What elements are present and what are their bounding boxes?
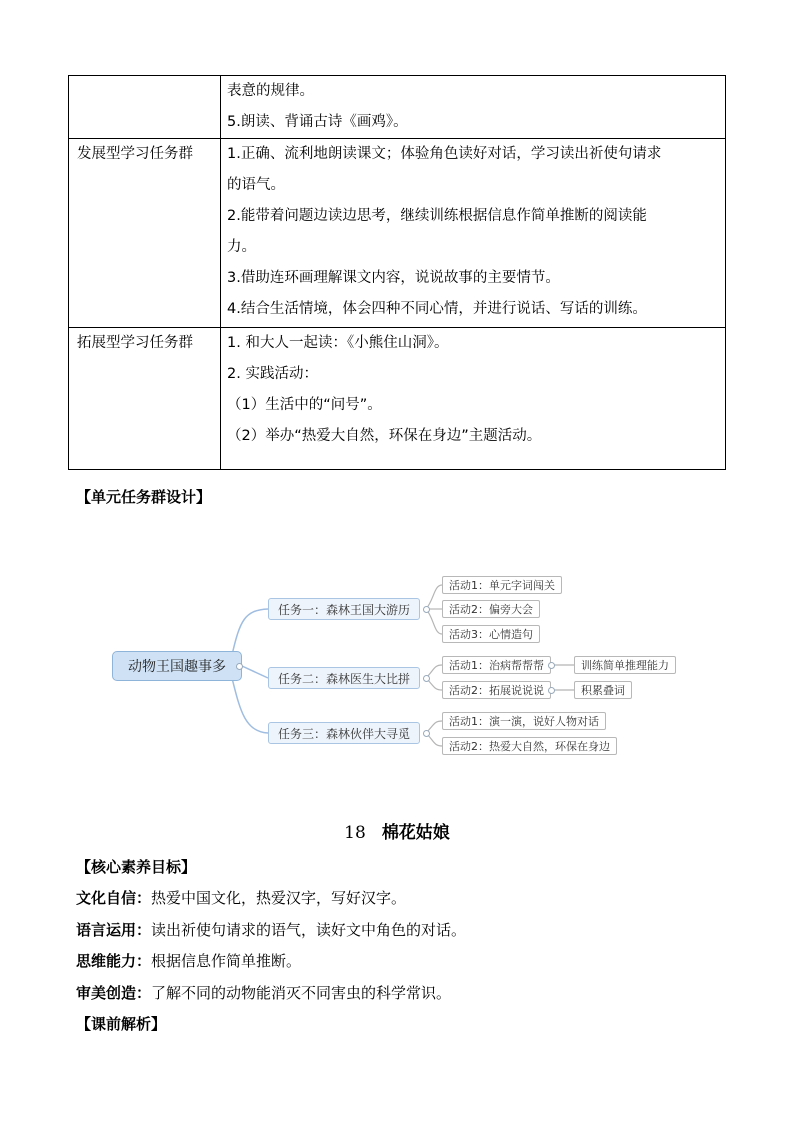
table-line: 3.借助连环画理解课文内容，说说故事的主要情节。 (227, 270, 560, 286)
collapse-dot-icon[interactable] (548, 662, 555, 669)
mind-map-activity: 活动2：拓展说说说 (442, 681, 551, 699)
goal-term: 文化自信： (76, 889, 152, 907)
mind-map-activity: 活动3：心情造句 (442, 625, 540, 643)
lesson-title (0, 818, 794, 843)
mind-map-task-2: 任务二：森林医生大比拼 (268, 667, 420, 689)
preclass-heading: 【课前解析】 (76, 1015, 167, 1033)
table-line: 表意的规律。 (227, 83, 314, 99)
table-line: 力。 (227, 239, 256, 255)
mind-map-activity: 活动1：治病帮帮帮 (442, 656, 551, 674)
mind-map-task-1: 任务一：森林王国大游历 (268, 598, 420, 620)
table-row (69, 76, 726, 139)
task-group-table (68, 75, 726, 470)
table-label-cell: 拓展型学习任务群 (69, 328, 221, 470)
mind-map-activity: 活动2：偏旁大会 (442, 600, 540, 618)
collapse-dot-icon[interactable] (423, 730, 430, 737)
collapse-dot-icon[interactable] (236, 663, 243, 670)
mind-map-activity: 活动1：演一演，说好人物对话 (442, 712, 606, 730)
lesson-name: 棉花姑娘 (381, 823, 450, 843)
table-line: 2. 实践活动： (227, 366, 318, 382)
goal-line (76, 919, 466, 940)
table-line: 的语气。 (227, 177, 285, 193)
core-goals-heading: 【核心素养目标】 (76, 858, 197, 876)
goal-line (76, 887, 406, 908)
mind-map-activity: 活动1：单元字词闯关 (442, 576, 562, 594)
table-content-cell (221, 328, 726, 470)
goal-term: 审美创造： (76, 984, 152, 1002)
table-line: 4.结合生活情境，体会四种不同心情，并进行说话、写话的训练。 (227, 301, 647, 317)
goal-text: 根据信息作简单推断。 (151, 952, 302, 970)
mind-map (0, 560, 794, 770)
goal-line (76, 950, 301, 971)
table-line: 2.能带着问题边读边思考，继续训练根据信息作简单推断的阅读能 (227, 208, 647, 224)
collapse-dot-icon[interactable] (548, 687, 555, 694)
table-line: 1.正确、流利地朗读课文；体验角色读好对话，学习读出祈使句请求 (227, 146, 662, 162)
lesson-number: 18 (344, 823, 366, 843)
goal-term: 语言运用： (76, 921, 152, 939)
table-label-cell (69, 76, 221, 139)
unit-task-heading: 【单元任务群设计】 (76, 488, 212, 506)
mind-map-task-3: 任务三：森林伙伴大寻觅 (268, 722, 420, 744)
mind-map-activity: 活动2：热爱大自然，环保在身边 (442, 737, 617, 755)
table-line: 1. 和大人一起读：《小熊住山洞》。 (227, 335, 449, 351)
mind-map-note: 积累叠词 (574, 681, 632, 699)
table-line: （1）生活中的“问号”。 (227, 397, 382, 413)
collapse-dot-icon[interactable] (423, 675, 430, 682)
goal-text: 读出祈使句请求的语气，读好文中角色的对话。 (151, 921, 467, 939)
table-line: （2）举办“热爱大自然，环保在身边”主题活动。 (227, 428, 542, 444)
goal-text: 热爱中国文化，热爱汉字，写好汉字。 (151, 889, 407, 907)
table-row (69, 328, 726, 470)
table-content-cell (221, 76, 726, 139)
goal-line (76, 982, 451, 1003)
goal-text: 了解不同的动物能消灭不同害虫的科学常识。 (151, 984, 452, 1002)
goal-term: 思维能力： (76, 952, 152, 970)
mind-map-note: 训练简单推理能力 (574, 656, 676, 674)
table-label-cell: 发展型学习任务群 (69, 139, 221, 328)
collapse-dot-icon[interactable] (423, 606, 430, 613)
table-line: 5.朗读、背诵古诗《画鸡》。 (227, 114, 408, 130)
table-content-cell (221, 139, 726, 328)
mind-map-root: 动物王国趣事多 (112, 651, 242, 681)
table-row (69, 139, 726, 328)
